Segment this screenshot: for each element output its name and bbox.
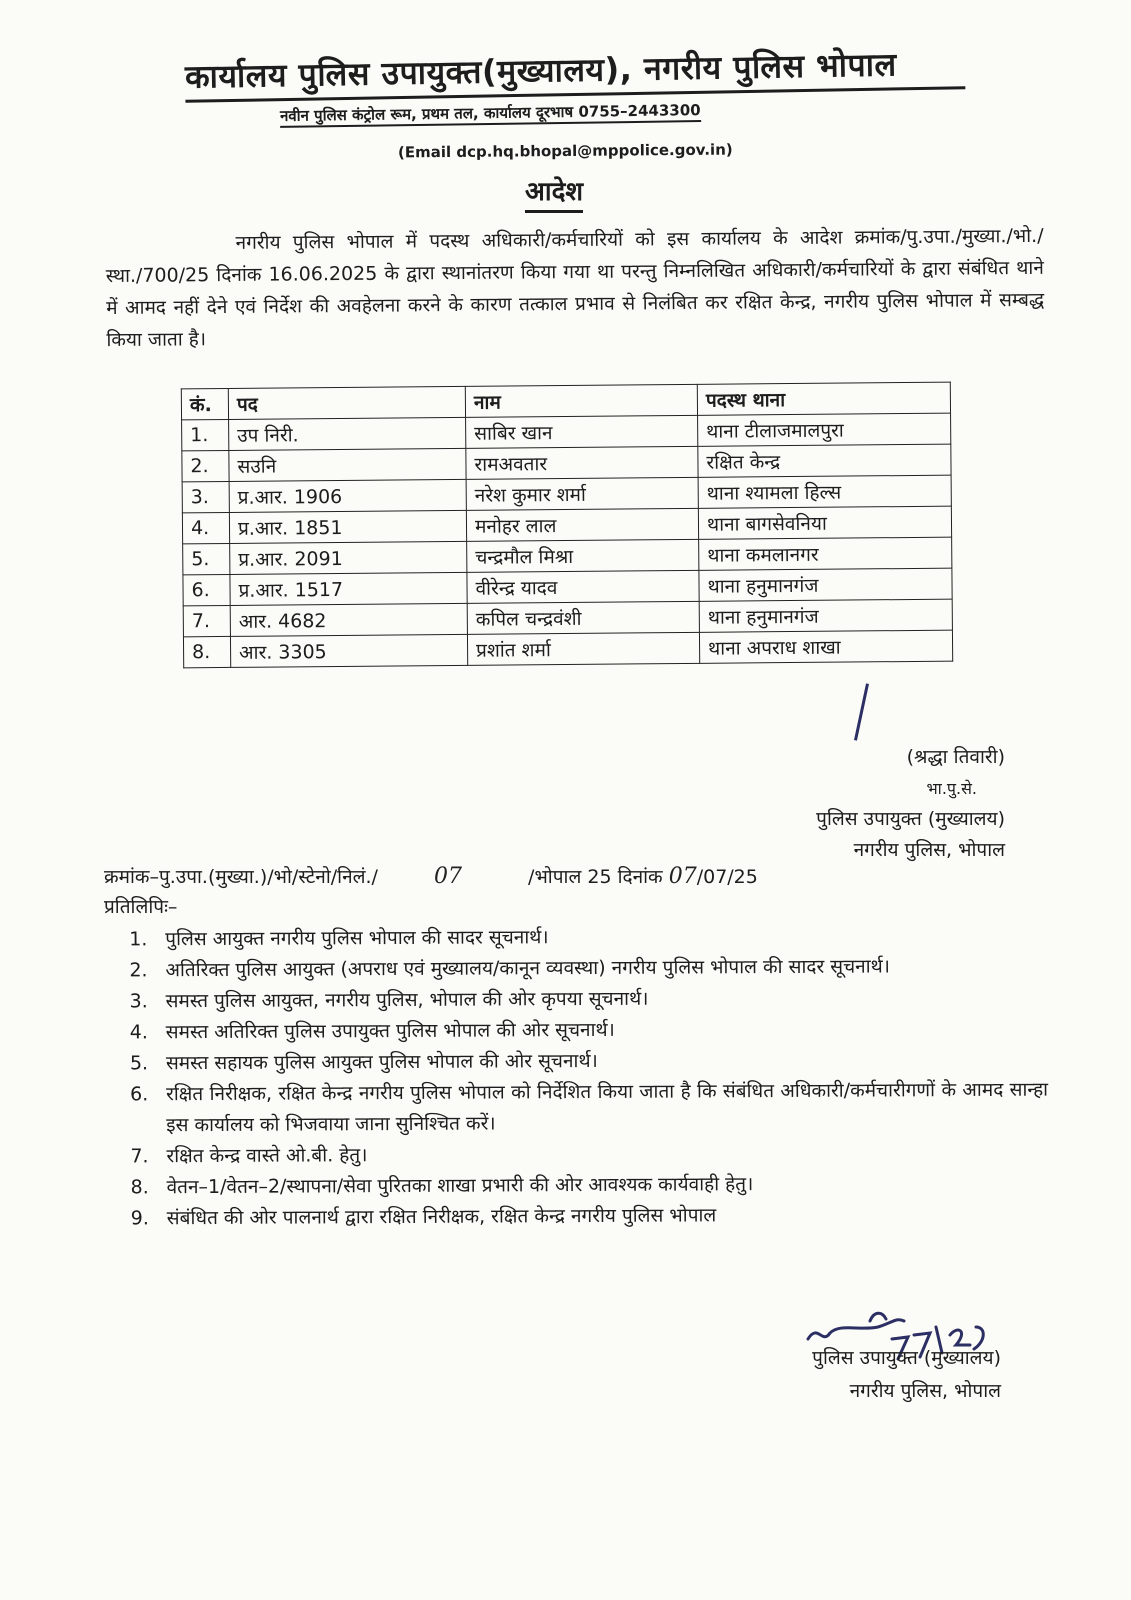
cell-station: थाना श्यामला हिल्स [698,475,951,508]
signatory-name: (श्रद्धा तिवारी) [906,746,1005,768]
item-text: वेतन–1/वेतन–2/स्थापना/सेवा पुरितका शाखा प्रभारी की ओर आवश्यक कार्यवाही हेतु। [166,1173,754,1199]
final-designation: पुलिस उपायुक्त (मुख्यालय) [812,1347,1001,1369]
cell-sno: 6. [183,574,230,605]
item-text: समस्त अतिरिक्त पुलिस उपायुक्त पुलिस भोपाल की ओर सूचनार्थ। [165,1018,615,1044]
item-number: 8. [130,1176,149,1199]
cell-post: प्र.आर. 1851 [229,510,466,543]
list-item [130,982,1048,1018]
cell-post: आर. 3305 [230,634,467,667]
cell-station: थाना कमलानगर [699,537,952,570]
cell-station: रक्षित केन्द्र [698,444,951,477]
item-text: रक्षित केन्द्र वास्ते ओ.बी. हेतु। [166,1144,368,1168]
item-text: अतिरिक्त पुलिस आयुक्त (अपराध एवं मुख्यालय/कानून व्यवस्था) नगरीय पुलिस भोपाल की सादर सूचनार्थ। [165,955,891,982]
item-text: रक्षित निरीक्षक, रक्षित केन्द्र नगरीय पुलिस भोपाल को निर्देशित किया जाता है कि संबंधित अधिकारी/कर्मचारीगणों के आमद सान्हा इस कार्यालय को भिजवाया जाना सुनिश्चित करें। [166,1078,1049,1137]
copy-list [129,920,1049,1235]
cell-sno: 8. [183,636,230,667]
cell-name: वीरेन्द्र यादव [467,570,699,603]
email-line: (Email dcp.hq.bhopal@mppolice.gov.in) [397,140,733,162]
header-post: पद [228,386,465,419]
item-number: 2. [129,959,148,982]
cell-sno: 7. [183,605,230,636]
signatory-office: नगरीय पुलिस, भोपाल [853,839,1005,861]
list-item [130,1044,1048,1080]
item-number: 4. [129,1021,148,1044]
reference-day: 07 [668,864,697,889]
order-heading: आदेश [525,172,583,213]
cell-name: साबिर खान [466,415,698,448]
cell-name: प्रशांत शर्मा [467,632,699,665]
header-name: नाम [465,384,697,417]
cell-post: प्र.आर. 2091 [230,541,467,574]
reference-number: 07 [434,864,462,889]
item-text: समस्त पुलिस आयुक्त, नगरीय पुलिस, भोपाल की ओर कृपया सूचनार्थ। [165,987,649,1013]
list-item [129,951,1047,987]
cell-sno: 3. [182,481,229,512]
item-number: 5. [129,1052,149,1075]
address-line: नवीन पुलिस कंट्रोल रूम, प्रथम तल, कार्यालय दूरभाष 0755–2443300 [280,100,701,128]
item-number: 9. [130,1207,149,1230]
list-item [130,1013,1048,1049]
cell-name: मनोहर लाल [466,508,698,541]
cell-post: प्र.आर. 1906 [229,479,466,512]
final-office: नगरीय पुलिस, भोपाल [849,1380,1001,1402]
signatory-designation: पुलिस उपायुक्त (मुख्यालय) [816,808,1005,830]
cell-sno: 1. [182,419,229,450]
header-sno: कं. [181,388,228,419]
item-text: पुलिस आयुक्त नगरीय पुलिस भोपाल की सादर सूचनार्थ। [165,926,549,951]
officer-table [181,382,953,669]
cell-sno: 4. [182,512,229,543]
cell-sno: 5. [183,543,230,574]
cell-station: थाना हनुमानगंज [699,568,952,601]
reference-prefix: क्रमांक–पु.उपा.(मुख्या.)/भो/स्टेनो/निलं./ [104,866,378,888]
list-item [131,1199,1049,1235]
item-text: समस्त सहायक पुलिस आयुक्त पुलिस भोपाल की ओर सूचनार्थ। [165,1049,598,1075]
list-item [130,1075,1048,1142]
cell-station: थाना हनुमानगंज [699,599,952,632]
list-item [130,1168,1048,1204]
signatory-service: भा.पु.से. [926,779,977,798]
signature-block [816,742,1005,866]
reference-line [104,863,758,889]
item-text: संबंधित की ओर पालनार्थ द्वारा रक्षित निरीक्षक, रक्षित केन्द्र नगरीय पुलिस भोपाल [166,1204,717,1230]
final-signature-block [812,1342,1001,1408]
cell-station: थाना अपराध शाखा [699,630,952,663]
cell-station: थाना बागसेवनिया [698,506,951,539]
item-number: 3. [129,990,148,1013]
reference-suffix: /07/25 [696,866,758,888]
office-title: कार्यालय पुलिस उपायुक्त(मुख्यालय), नगरीय पुलिस भोपाल [185,41,966,103]
order-body: नगरीय पुलिस भोपाल में पदस्थ अधिकारी/कर्मचारियों को इस कार्यालय के आदेश क्रमांक/पु.उपा./मुख्या./भो./स्था./700/25 दिनांक 16.06.2025 के द्वारा स्थानांतरण किया गया था परन्तु निम्नलिखित अधिकारी/कर्मचारियों के द्वारा संबंधित थाने में आमद नहीं देने एवं निर्देश की अवहेलना करने के कारण तत्काल प्रभाव से निलंबित कर रक्षित केन्द्र, नगरीय पुलिस भोपाल में सम्बद्ध किया जाता है। [105,224,1045,352]
cell-sno: 2. [182,450,229,481]
cell-post: सउनि [229,448,466,481]
item-number: 1. [129,928,148,951]
item-number: 7. [130,1145,149,1168]
list-item [130,1137,1048,1173]
signature-mark [854,683,869,740]
table-row [183,630,952,668]
cell-name: चन्द्रमौल मिश्रा [467,539,699,572]
copy-label: प्रतिलिपिः– [104,896,178,918]
item-number: 6. [130,1083,149,1106]
cell-name: कपिल चन्द्रवंशी [467,601,699,634]
reference-middle: /भोपाल 25 दिनांक [528,866,663,888]
header-station: पदस्थ थाना [697,382,950,415]
cell-post: आर. 4682 [230,603,467,636]
list-item [129,920,1047,956]
cell-post: प्र.आर. 1517 [230,572,467,605]
cell-name: रामअवतार [466,446,698,479]
cell-name: नरेश कुमार शर्मा [466,477,698,510]
cell-post: उप निरी. [229,417,466,450]
cell-station: थाना टीलाजमालपुरा [698,413,951,446]
